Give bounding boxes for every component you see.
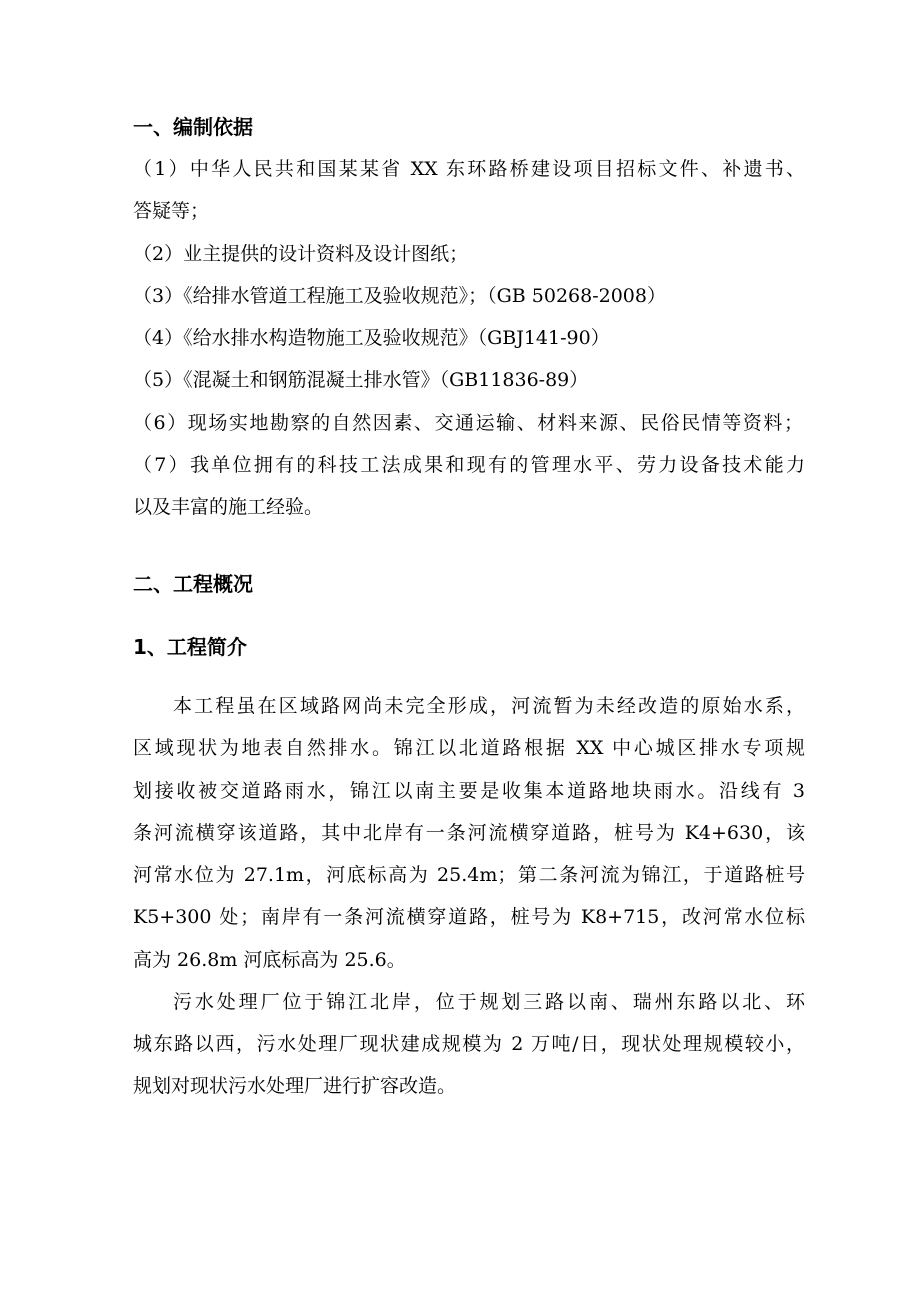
intro-para-2-line-2: 城东路以西，污水处理厂现状建成规模为 2 万吨/日，现状处理规模较小， [133,1033,805,1055]
intro-para-1-line-4: 条河流横穿该道路，其中北岸有一条河流横穿道路，桩号为 K4+630，该 [133,822,805,844]
intro-para-1-line-5: 河常水位为 27.1m，河底标高为 25.4m；第二条河流为锦江，于道路桩号 [133,864,805,886]
intro-para-2-line-1: 污水处理厂位于锦江北岸，位于规划三路以南、瑞州东路以北、环 [173,991,805,1013]
section-heading-overview: 二、工程概况 [133,572,253,596]
intro-para-1-line-3: 划接收被交道路雨水，锦江以南主要是收集本道路地块雨水。沿线有 3 [133,780,805,802]
basis-item-4: （4）《给水排水构造物施工及验收规范》（GBJ141-90） [133,327,610,349]
intro-para-1-line-6: K5+300 处；南岸有一条河流横穿道路，桩号为 K8+715，改河常水位标 [133,906,805,928]
basis-item-1-line-1: （1）中华人民共和国某某省 XX 东环路桥建设项目招标文件、补遗书、 [133,158,805,180]
basis-item-6: （6）现场实地勘察的自然因素、交通运输、材料来源、民俗民情等资料； [133,412,803,434]
basis-item-1-line-2: 答疑等； [133,200,210,222]
basis-item-7-line-1: （7）我单位拥有的科技工法成果和现有的管理水平、劳力设备技术能力 [133,454,805,476]
section-heading-basis: 一、编制依据 [133,115,253,139]
basis-item-3: （3）《给排水管道工程施工及验收规范》；（GB 50268-2008） [133,285,666,307]
basis-item-5: （5）《混凝土和钢筋混凝土排水管》（GB11836-89） [133,369,589,391]
basis-item-7-line-2: 以及丰富的施工经验。 [133,496,324,518]
intro-para-1-line-1: 本工程虽在区域路网尚未完全形成，河流暂为未经改造的原始水系， [173,695,805,717]
intro-para-1-line-2: 区域现状为地表自然排水。锦江以北道路根据 XX 中心城区排水专项规 [133,737,805,759]
subsection-heading-intro: 1、工程简介 [133,635,247,659]
intro-para-1-line-7: 高为 26.8m 河底标高为 25.6。 [133,949,406,971]
intro-para-2-line-3: 规划对现状污水处理厂进行扩容改造。 [133,1075,457,1097]
basis-item-2: （2）业主提供的设计资料及设计图纸； [133,243,469,265]
